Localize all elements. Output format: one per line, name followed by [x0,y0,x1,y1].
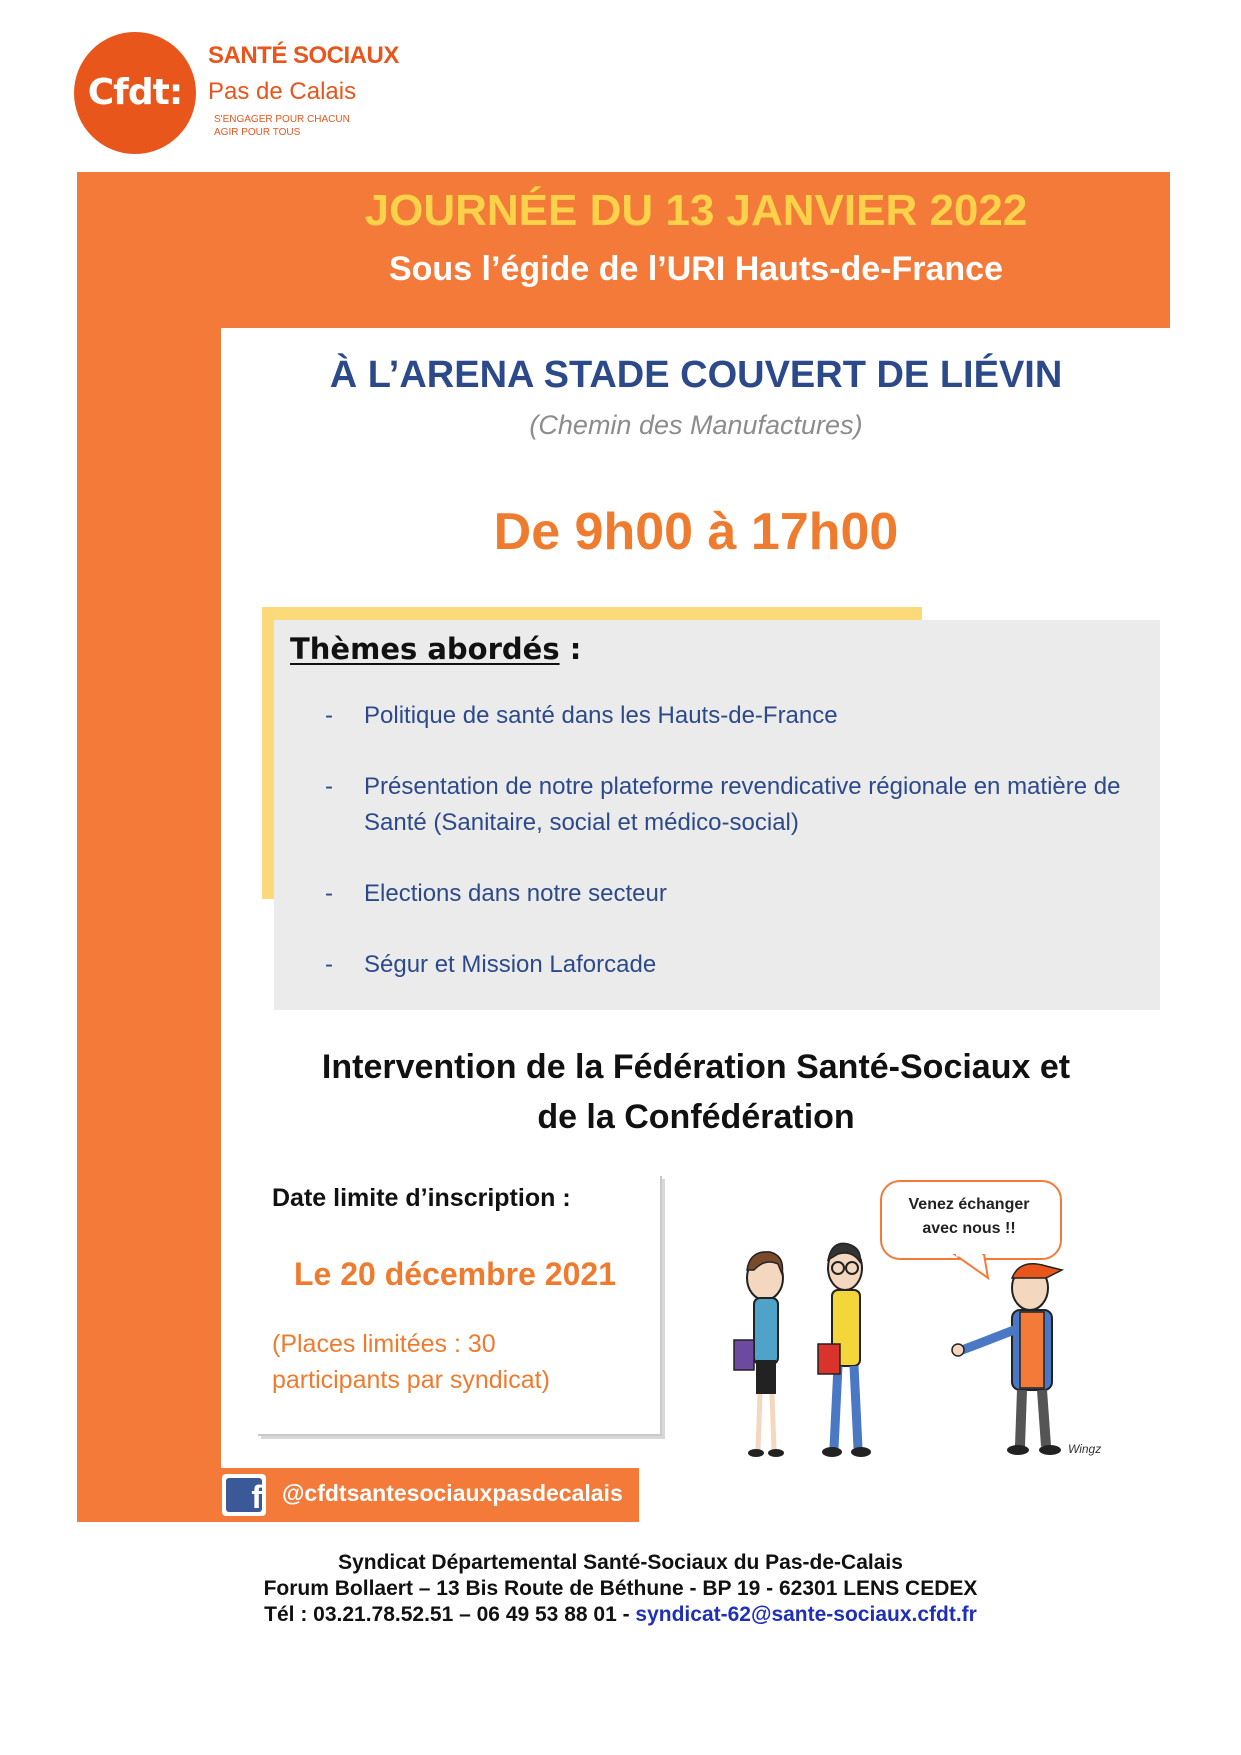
places-note-line-1: (Places limitées : 30 [272,1330,496,1358]
list-bullet: - [325,951,333,978]
deadline-date: Le 20 décembre 2021 [294,1256,616,1292]
deadline-box [258,1176,662,1436]
list-item: Elections dans notre secteur [364,880,667,907]
themes-heading [290,632,581,666]
footer-organization: Syndicat Départemental Santé-Sociaux du Pas-de-Calais [338,1551,903,1574]
footer-address: Forum Bollaert – 13 Bis Route de Béthune - BP 19 - 62301 LENS CEDEX [263,1577,978,1600]
logo-subtitle: Pas de Calais [208,78,357,105]
cartoon-man-figure [818,1243,871,1457]
list-bullet: - [325,773,333,800]
footer-phone: Tél : 03.21.78.52.51 – 06 49 53 88 01 - [264,1603,636,1626]
places-note-line-2: participants par syndicat) [272,1366,550,1394]
logo-tagline-1: S'ENGAGER POUR CHACUN [214,114,350,125]
venue-name: À L’ARENA STADE COUVERT DE LIÉVIN [329,354,1063,396]
list-bullet: - [325,702,333,729]
footer-email-link[interactable]: syndicat-62@sante-sociaux.cfdt.fr [635,1603,977,1626]
cartoon-signature: Wingz [1068,1442,1102,1456]
logo-tagline-2: AGIR POUR TOUS [214,127,301,138]
orange-frame-strip [189,328,221,1468]
cartoon-woman-figure [734,1252,784,1457]
cartoon-cfdt-man-figure [952,1264,1062,1455]
event-title: JOURNÉE DU 13 JANVIER 2022 [364,186,1028,235]
themes-heading-text: Thèmes abordés [290,632,560,666]
event-hours: De 9h00 à 17h00 [493,503,899,561]
bubble-text-2: avec nous !! [922,1220,1016,1237]
event-subtitle: Sous l’égide de l’URI Hauts-de-France [388,250,1003,288]
bubble-text-1: Venez échanger [908,1196,1030,1213]
themes-heading-colon: : [559,632,582,666]
footer-contact [0,1603,1241,1627]
deadline-label: Date limite d’inscription : [272,1184,571,1212]
list-item: Présentation de notre plateforme revendicative régionale en matière de Santé (Sanitaire, social et médico-social) [364,773,1121,836]
list-item: Politique de santé dans les Hauts-de-France [364,702,838,729]
list-bullet: - [325,880,333,907]
list-item: Ségur et Mission Laforcade [364,951,657,978]
facebook-handle-link[interactable]: @cfdtsantesociauxpasdecalais [282,1480,623,1506]
cartoon-illustration [730,1240,1110,1470]
venue-address: (Chemin des Manufactures) [529,410,863,440]
orange-frame-left [77,172,189,1522]
logo-title: SANTÉ SOCIAUX [208,42,399,69]
intervention-line-1: Intervention de la Fédération Santé-Sociaux et [321,1048,1071,1086]
cfdt-logo: Cfdt: [74,32,196,154]
facebook-icon[interactable]: f [226,1478,262,1512]
intervention-line-2: de la Confédération [537,1098,855,1136]
